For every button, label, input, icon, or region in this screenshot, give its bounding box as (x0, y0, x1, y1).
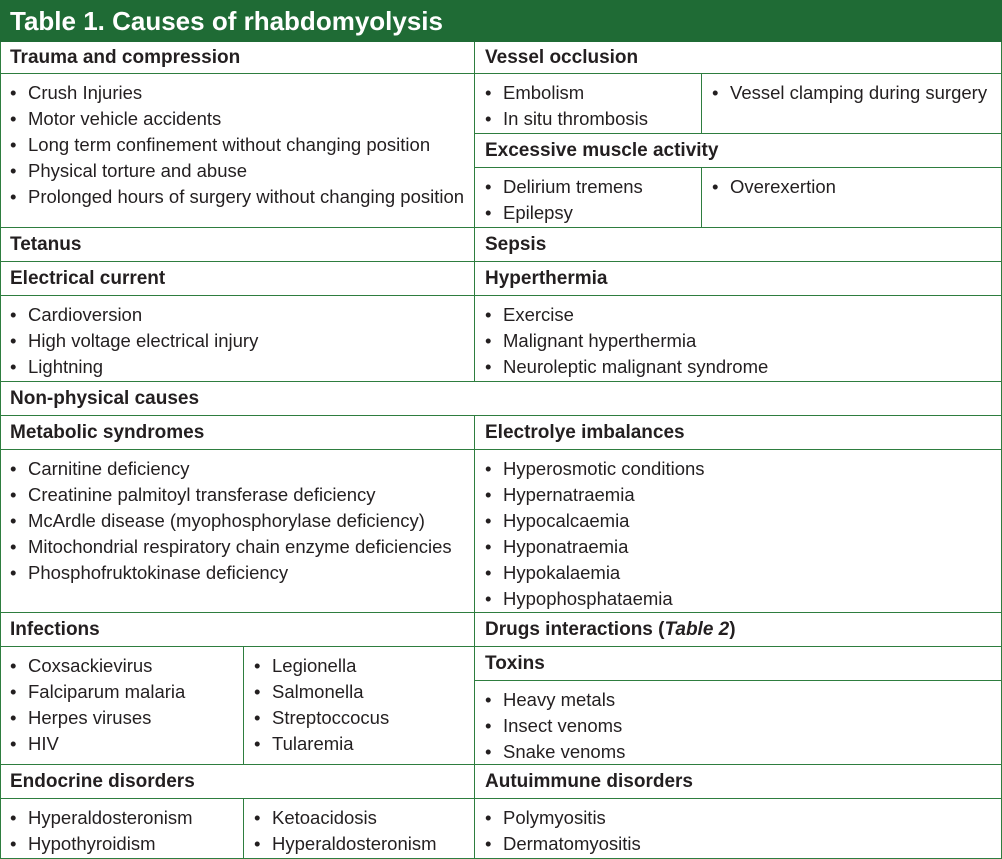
vessel-heading: Vessel occlusion (475, 42, 1002, 74)
list-item: • High voltage electrical injury (10, 328, 474, 354)
list-item: • Hypothyroidism (10, 831, 243, 857)
list-item: • Phosphofruktokinase deficiency (10, 560, 474, 586)
list-item: • Dermatomyositis (485, 831, 1001, 857)
list-item: • Hypocalcaemia (485, 508, 1001, 534)
trauma-heading: Trauma and compression (0, 42, 475, 74)
electrical-heading: Electrical current (0, 262, 475, 296)
muscle-left-list (485, 174, 701, 226)
list-item: • Hyperaldosteronism (254, 831, 474, 857)
infections-heading: Infections (0, 613, 475, 647)
autoimmune-list-cell (475, 799, 1002, 859)
metabolic-list (10, 456, 474, 586)
list-item: • Vessel clamping during surgery (712, 80, 1001, 106)
list-item: • Long term confinement without changing position (10, 132, 474, 158)
vessel-left-cell (475, 74, 702, 134)
drugs-heading: Drugs interactions ( Table 2 ) (475, 613, 1002, 647)
hyperthermia-list-cell (475, 296, 1002, 382)
list-item: • Delirium tremens (485, 174, 701, 200)
list-item: • Exercise (485, 302, 1001, 328)
list-item: • Insect venoms (485, 713, 1001, 739)
autoimmune-list (485, 805, 1001, 857)
electrolyte-heading: Electrolye imbalances (475, 416, 1002, 450)
list-item: • Creatinine palmitoyl transferase deficiency (10, 482, 474, 508)
list-item: • Mitochondrial respiratory chain enzyme deficiencies (10, 534, 474, 560)
trauma-list (10, 80, 474, 210)
list-item: • In situ thrombosis (485, 106, 701, 132)
list-item: • Hypophosphataemia (485, 586, 1001, 612)
list-item: • Motor vehicle accidents (10, 106, 474, 132)
list-item: • Herpes viruses (10, 705, 243, 731)
list-item: • Polymyositis (485, 805, 1001, 831)
metabolic-heading: Metabolic syndromes (0, 416, 475, 450)
infections-right-list (254, 653, 474, 757)
list-item: • Hypokalaemia (485, 560, 1001, 586)
toxins-heading: Toxins (475, 647, 1002, 681)
electrolyte-list-cell (475, 450, 1002, 613)
list-item: • Legionella (254, 653, 474, 679)
endocrine-heading: Endocrine disorders (0, 765, 475, 799)
sepsis-heading: Sepsis (475, 228, 1002, 262)
list-item: • Tularemia (254, 731, 474, 757)
list-item: • Ketoacidosis (254, 805, 474, 831)
list-item: • Hypernatraemia (485, 482, 1001, 508)
list-item: • Hyperaldosteronism (10, 805, 243, 831)
tetanus-heading: Tetanus (0, 228, 475, 262)
electrical-list-cell (0, 296, 475, 382)
list-item: • Coxsackievirus (10, 653, 243, 679)
list-item: • Lightning (10, 354, 474, 380)
electrical-list (10, 302, 474, 380)
list-item: • Physical torture and abuse (10, 158, 474, 184)
table-title: Table 1. Causes of rhabdomyolysis (0, 0, 1002, 42)
drugs-table-ref: Table 2 (664, 618, 730, 640)
hyperthermia-list (485, 302, 1001, 380)
list-item: • Snake venoms (485, 739, 1001, 765)
list-item: • Carnitine deficiency (10, 456, 474, 482)
infections-right-cell (244, 647, 475, 765)
endocrine-left-list (10, 805, 243, 857)
muscle-heading: Excessive muscle activity (475, 134, 1002, 168)
muscle-right-cell (702, 168, 1002, 228)
list-item: • Prolonged hours of surgery without changing position (10, 184, 474, 210)
nonphysical-heading: Non-physical causes (0, 382, 1002, 416)
list-item: • Crush Injuries (10, 80, 474, 106)
electrolyte-list (485, 456, 1001, 612)
list-item: • Hyponatraemia (485, 534, 1001, 560)
list-item: • McArdle disease (myophosphorylase deficiency) (10, 508, 474, 534)
hyperthermia-heading: Hyperthermia (475, 262, 1002, 296)
muscle-right-list (712, 174, 1001, 200)
list-item: • Hyperosmotic conditions (485, 456, 1001, 482)
list-item: • Embolism (485, 80, 701, 106)
list-item: • Cardioversion (10, 302, 474, 328)
list-item: • HIV (10, 731, 243, 757)
metabolic-list-cell (0, 450, 475, 613)
endocrine-right-list (254, 805, 474, 857)
muscle-left-cell (475, 168, 702, 228)
trauma-list-cell (0, 74, 475, 228)
infections-left-cell (0, 647, 244, 765)
list-item: • Epilepsy (485, 200, 701, 226)
list-item: • Salmonella (254, 679, 474, 705)
list-item: • Neuroleptic malignant syndrome (485, 354, 1001, 380)
vessel-right-cell (702, 74, 1002, 134)
list-item: • Malignant hyperthermia (485, 328, 1001, 354)
autoimmune-heading: Autuimmune disorders (475, 765, 1002, 799)
list-item: • Heavy metals (485, 687, 1001, 713)
endocrine-right-cell (244, 799, 475, 859)
toxins-list (485, 687, 1001, 765)
toxins-list-cell (475, 681, 1002, 765)
infections-left-list (10, 653, 243, 757)
endocrine-left-cell (0, 799, 244, 859)
list-item: • Falciparum malaria (10, 679, 243, 705)
vessel-left-list (485, 80, 701, 132)
list-item: • Overexertion (712, 174, 1001, 200)
vessel-right-list (712, 80, 1001, 106)
list-item: • Streptoccocus (254, 705, 474, 731)
